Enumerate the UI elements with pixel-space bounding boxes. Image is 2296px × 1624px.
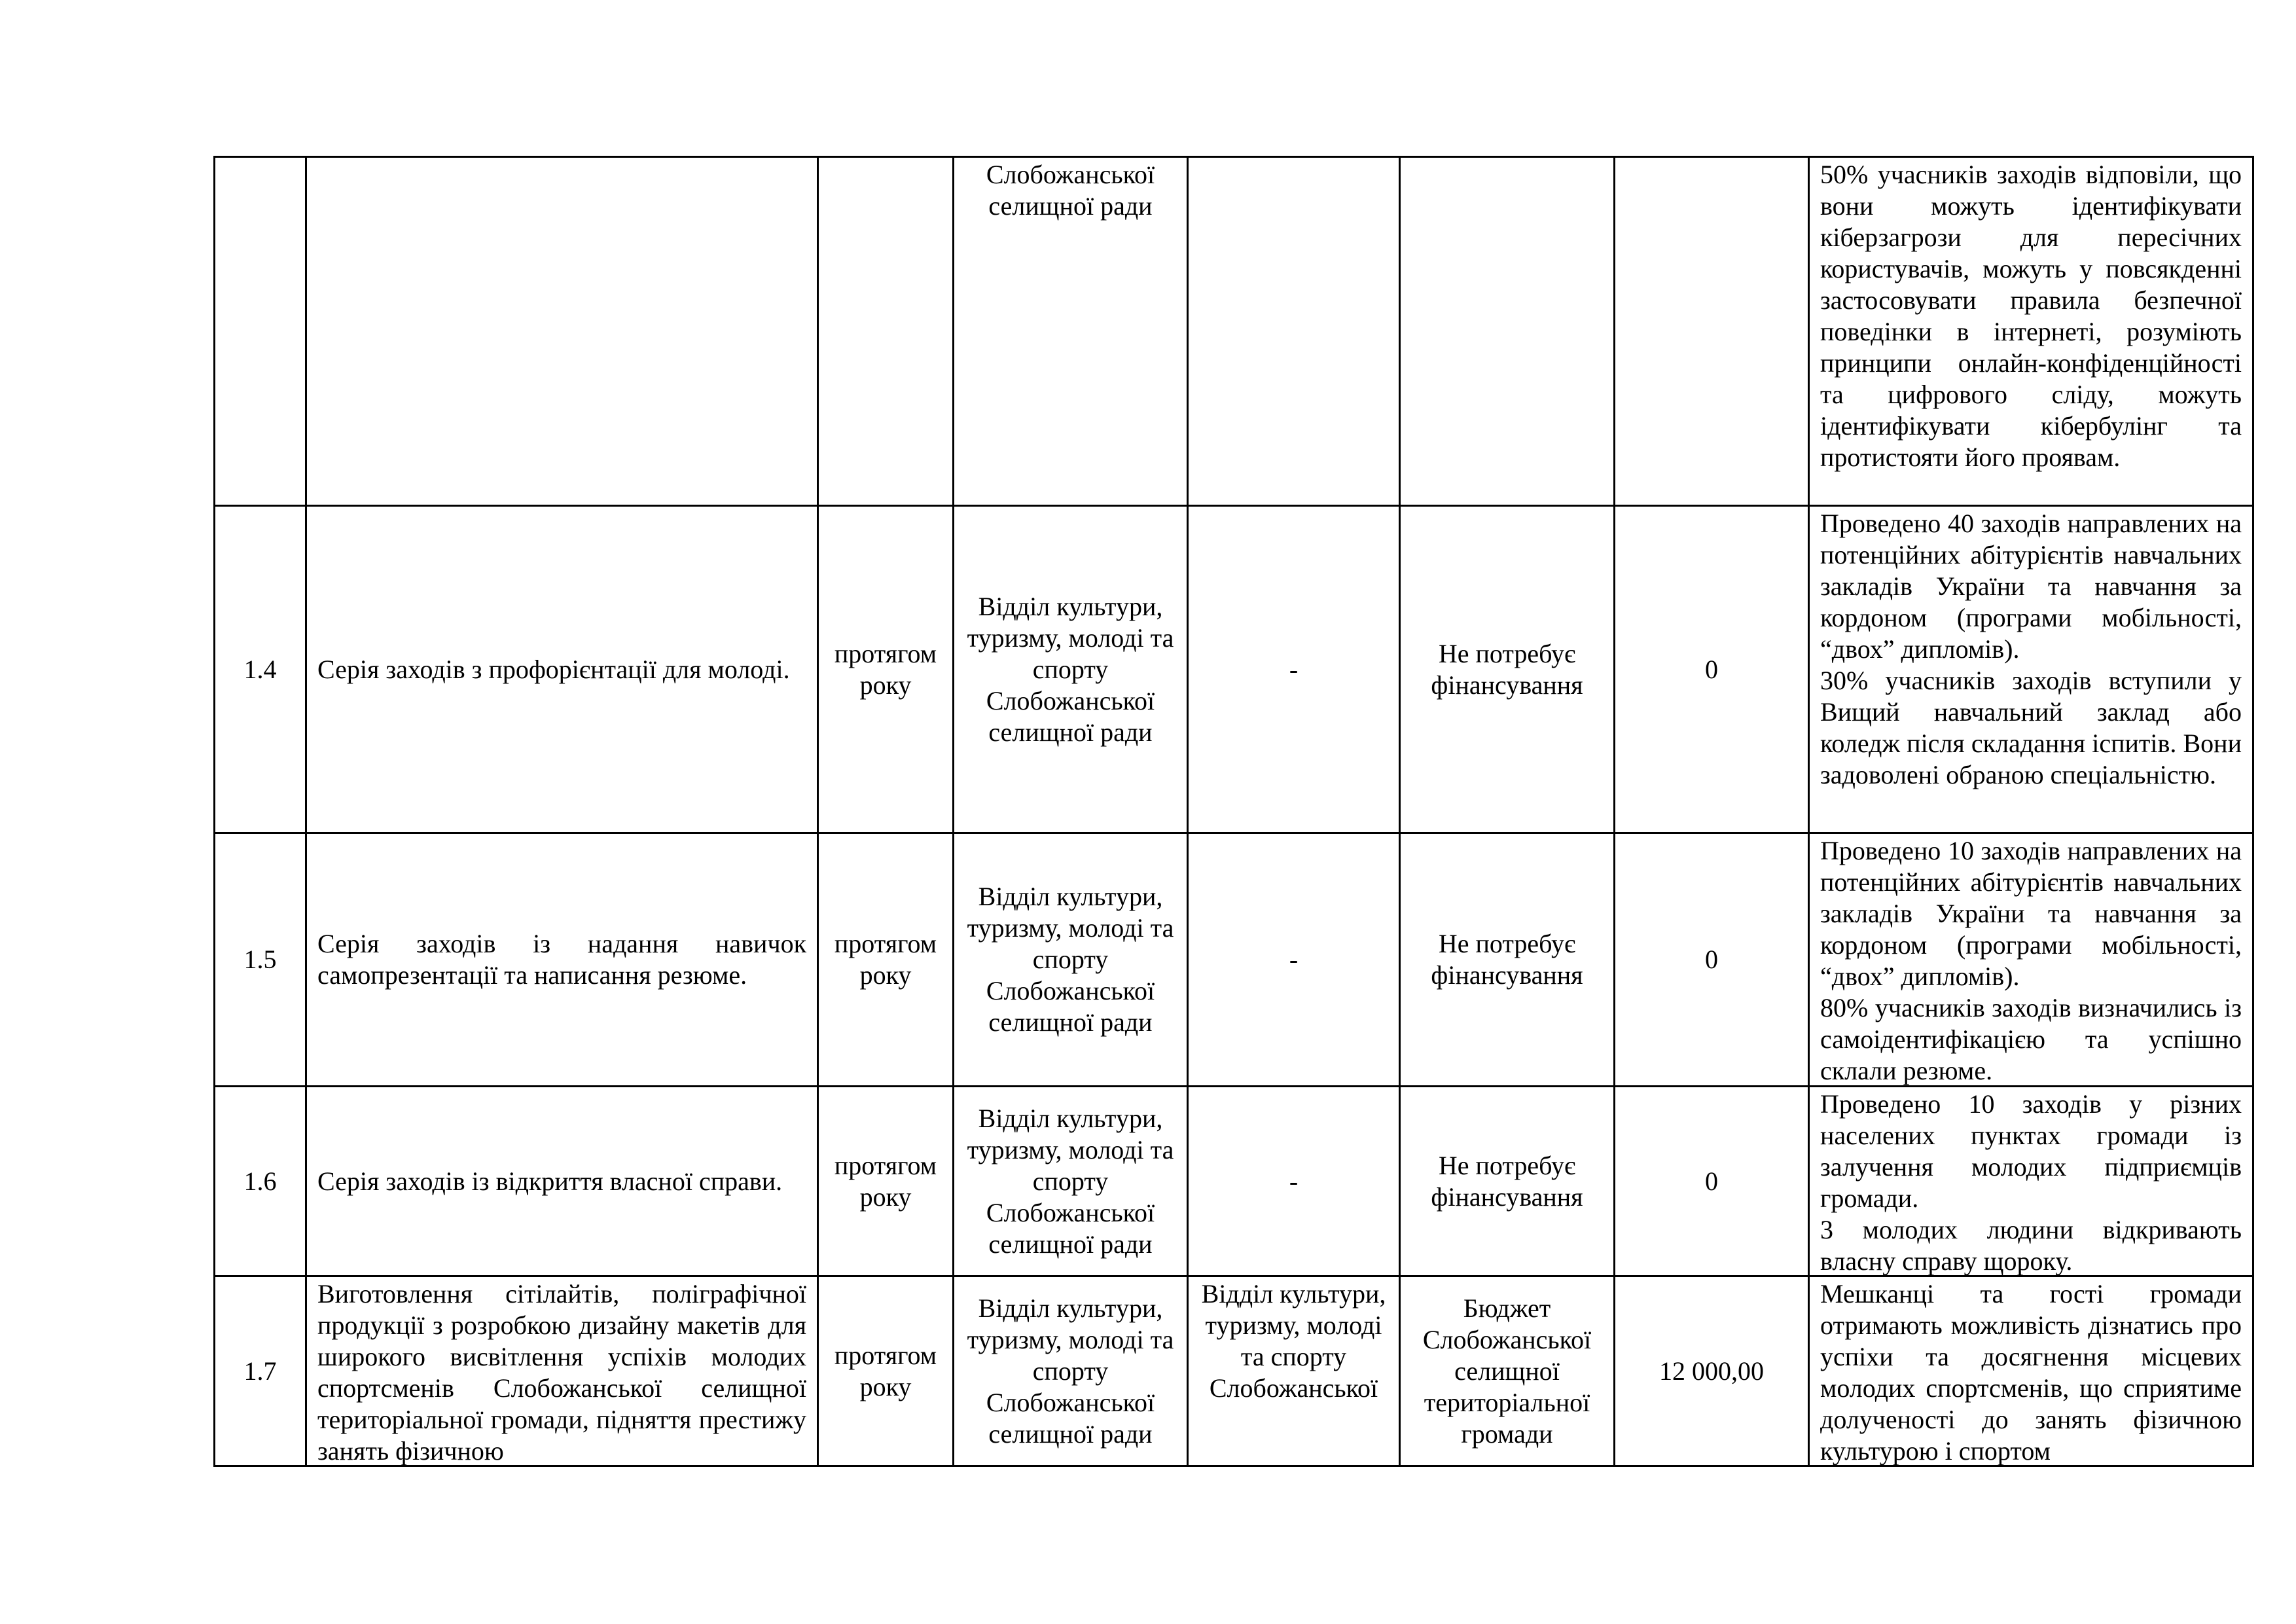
term-cell-text: [819, 158, 952, 505]
expected-result-cell: [1809, 1276, 2253, 1466]
expected-result-cell: [1809, 157, 2253, 506]
activity-cell-text: Серія заходів з профорієнтації для молоді.: [317, 654, 790, 684]
term-cell: [818, 157, 954, 506]
activity-cell: [306, 157, 818, 506]
funding-source-cell: [1400, 157, 1615, 506]
expected-result-cell: [1809, 833, 2253, 1087]
funding-source-cell: [1400, 833, 1615, 1087]
amount-cell-text: 0: [1705, 945, 1718, 974]
row-number-cell-text: 1.5: [243, 945, 277, 974]
expected-result-cell-text: Мешканці та гості громади отримають можливість дізнатись про успіхи та досягнення місцевих молодих спортсменів, що сприятиме долученості до занять фізичною культурою і спортом: [1820, 1279, 2242, 1465]
coexecutor-cell: [1188, 157, 1400, 506]
amount-cell-text: 0: [1705, 1166, 1718, 1196]
row-number-cell: [215, 157, 306, 506]
activity-cell: [306, 1087, 818, 1276]
table-row: [215, 1087, 2253, 1276]
amount-cell: [1615, 1087, 1809, 1276]
term-cell: [818, 1087, 954, 1276]
activity-cell-text: Серія заходів із надання навичок самопрезентації та написання резюме.: [317, 929, 806, 990]
table-row: [215, 157, 2253, 506]
expected-result-cell: [1809, 1087, 2253, 1276]
amount-cell-text: 0: [1705, 654, 1718, 684]
expected-result-cell: [1809, 506, 2253, 833]
coexecutor-cell-text: -: [1289, 945, 1299, 974]
activity-cell: [306, 506, 818, 833]
table-row: [215, 833, 2253, 1087]
expected-result-cell-text: 50% учасників заходів відповіли, що вони можуть ідентифікувати кіберзагрози для пересічних користувачів, можуть у повсякденні застосовувати правила безпечної поведінки в інтернеті, розуміють принципи онлайн-конфіденційності та цифрового сліду, можуть ідентифікувати кібербулінг та протистояти його проявам.: [1820, 160, 2242, 472]
funding-source-cell-text: Бюджет Слобожанської селищної територіальної громади: [1422, 1293, 1592, 1449]
amount-cell: [1615, 157, 1809, 506]
coexecutor-cell: [1188, 1087, 1400, 1276]
activity-cell: [306, 1276, 818, 1466]
activity-cell-text: Виготовлення сітілайтів, поліграфічної продукції з розробкою дизайну макетів для широкого висвітлення успіхів молодих спортсменів Слобожанської селищної територіальної громади, підняття престижу занять фізичною: [317, 1279, 806, 1465]
expected-result-cell-text: Проведено 10 заходів у різних населених пунктах громади із залучення молодих підприємців громади. 3 молодих людини відкривають власну справу щороку.: [1820, 1089, 2242, 1275]
responsible-cell: [954, 157, 1188, 506]
coexecutor-cell-text: -: [1289, 1166, 1299, 1196]
term-cell-text: протягом року: [834, 638, 937, 700]
term-cell: [818, 506, 954, 833]
responsible-cell-text: Слобожанської селищної ради: [986, 160, 1155, 221]
activity-cell-text: [307, 158, 817, 505]
row-number-cell-text: 1.6: [243, 1166, 277, 1196]
responsible-cell: [954, 506, 1188, 833]
funding-source-cell-text: Не потребує фінансування: [1431, 638, 1583, 700]
term-cell-text: протягом року: [834, 1340, 937, 1401]
coexecutor-cell: [1188, 1276, 1400, 1466]
row-number-cell-text: 1.7: [243, 1356, 277, 1386]
responsible-cell-text: Відділ культури, туризму, молоді та спорту Слобожанської селищної ради: [967, 1293, 1174, 1449]
amount-cell: [1615, 833, 1809, 1087]
responsible-cell: [954, 1276, 1188, 1466]
amount-cell: [1615, 1276, 1809, 1466]
program-activities-table: [213, 156, 2254, 1467]
responsible-cell: [954, 1087, 1188, 1276]
activity-cell-text: Серія заходів із відкриття власної справи.: [317, 1166, 783, 1196]
responsible-cell-text: Відділ культури, туризму, молоді та спорту Слобожанської селищної ради: [967, 591, 1174, 747]
funding-source-cell-text: Не потребує фінансування: [1431, 1150, 1583, 1212]
row-number-cell-text: 1.4: [243, 654, 277, 684]
term-cell: [818, 1276, 954, 1466]
expected-result-cell-text: Проведено 40 заходів направлених на потенційних абітурієнтів навчальних закладів України та навчання за кордоном (програми мобільності, “двох” дипломів). 30% учасників заходів вступили у Вищий навчальний заклад або коледж після складання іспитів. Вони задоволені обраною спеціальністю.: [1820, 509, 2242, 789]
row-number-cell: [215, 833, 306, 1087]
amount-cell-text: 12 000,00: [1659, 1356, 1764, 1386]
coexecutor-cell-text: [1189, 158, 1399, 505]
table-row: [215, 506, 2253, 833]
funding-source-cell: [1400, 506, 1615, 833]
responsible-cell: [954, 833, 1188, 1087]
funding-source-cell-text: Не потребує фінансування: [1431, 929, 1583, 990]
expected-result-cell-text: Проведено 10 заходів направлених на потенційних абітурієнтів навчальних закладів України та навчання за кордоном (програми мобільності, “двох” дипломів). 80% учасників заходів визначились із самоідентифікацією та успішно склали резюме.: [1820, 836, 2242, 1085]
activity-cell: [306, 833, 818, 1087]
row-number-cell-text: [215, 158, 305, 505]
funding-source-cell: [1400, 1087, 1615, 1276]
row-number-cell: [215, 1087, 306, 1276]
row-number-cell: [215, 506, 306, 833]
coexecutor-cell-text: -: [1289, 654, 1299, 684]
funding-source-cell: [1400, 1276, 1615, 1466]
term-cell: [818, 833, 954, 1087]
funding-source-cell-text: [1401, 158, 1613, 505]
table-row: [215, 1276, 2253, 1466]
amount-cell: [1615, 506, 1809, 833]
term-cell-text: протягом року: [834, 1150, 937, 1212]
amount-cell-text: [1615, 158, 1808, 505]
term-cell-text: протягом року: [834, 929, 937, 990]
coexecutor-cell: [1188, 833, 1400, 1087]
coexecutor-cell: [1188, 506, 1400, 833]
coexecutor-cell-text: Відділ культури, туризму, молоді та спорту Слобожанської: [1201, 1279, 1386, 1403]
responsible-cell-text: Відділ культури, туризму, молоді та спорту Слобожанської селищної ради: [967, 882, 1174, 1037]
row-number-cell: [215, 1276, 306, 1466]
responsible-cell-text: Відділ культури, туризму, молоді та спорту Слобожанської селищної ради: [967, 1103, 1174, 1259]
